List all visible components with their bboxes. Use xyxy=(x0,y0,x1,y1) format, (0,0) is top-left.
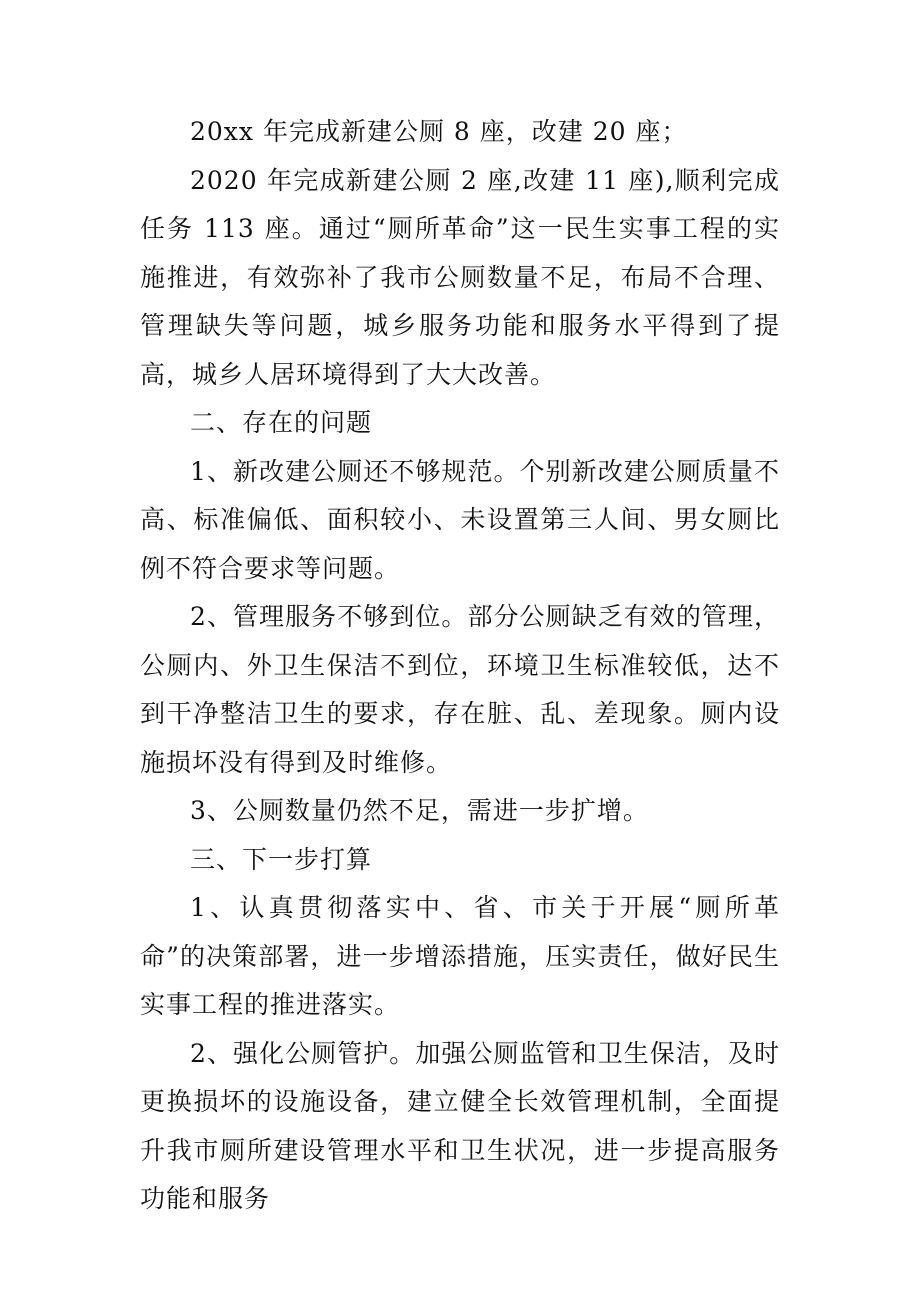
paragraph-completion-20xx: 20xx 年完成新建公厕 8 座，改建 20 座； xyxy=(190,117,688,146)
section-heading-problems: 二、存在的问题 xyxy=(190,408,373,437)
paragraph-next-step-2: 2、强化公厕管护。加强公厕监管和卫生保洁，及时更换损坏的设施设备，建立健全长效管理机制，全面提升我市厕所建设管理水平和卫生状况，进一步提高服务功能和服务 xyxy=(140,1038,780,1213)
paragraph-problem-2: 2、管理服务不够到位。部分公厕缺乏有效的管理，公厕内、外卫生保洁不到位，环境卫生标准较低，达不到干净整洁卫生的要求，存在脏、乱、差现象。厕内设施损坏没有得到及时维修。 xyxy=(140,602,780,777)
paragraph-problem-3: 3、公厕数量仍然不足，需进一步扩增。 xyxy=(190,796,649,825)
section-heading-next-steps: 三、下一步打算 xyxy=(190,844,373,874)
document-body xyxy=(140,108,780,1224)
paragraph-next-step-1: 1、认真贯彻落实中、省、市关于开展“厕所革命”的决策部署，进一步增添措施，压实责任，做好民生实事工程的推进落实。 xyxy=(140,893,780,1019)
paragraph-problem-1: 1、新改建公厕还不够规范。个别新改建公厕质量不高、标准偏低、面积较小、未设置第三人间、男女厕比例不符合要求等问题。 xyxy=(140,456,780,583)
paragraph-completion-2020: 2020 年完成新建公厕 2 座,改建 11 座),顺利完成任务 113 座。通过“厕所革命”这一民生实事工程的实施推进，有效弥补了我市公厕数量不足，布局不合理、管理缺失等问题，城乡服务功能和服务水平得到了提高，城乡人居环境得到了大大改善。 xyxy=(140,165,780,389)
